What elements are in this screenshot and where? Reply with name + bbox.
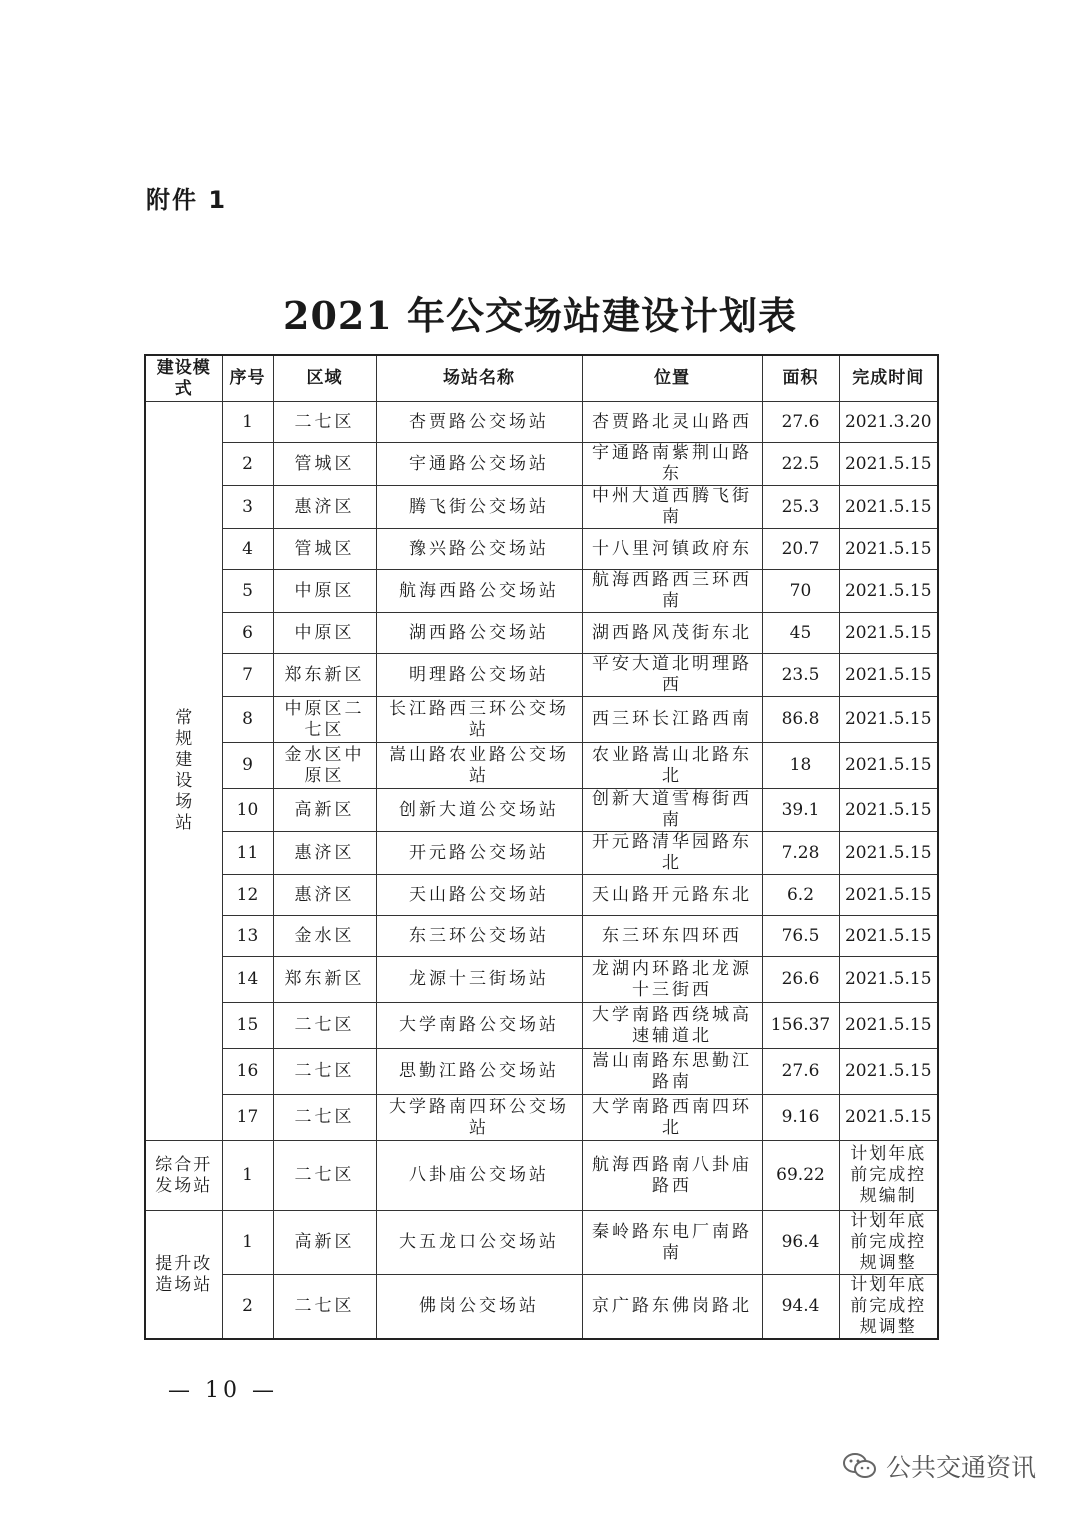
table-row (145, 916, 938, 957)
district-cell: 中原区二七区 (273, 697, 376, 743)
location-cell: 西三环长江路西南 (582, 697, 762, 743)
completion-time-cell: 计划年底前完成控规调整 (839, 1275, 938, 1340)
construction-mode-label: 提升改造场站 (155, 1253, 213, 1295)
district-cell: 二七区 (273, 1275, 376, 1340)
station-name-cell: 湖西路公交场站 (376, 613, 582, 654)
column-header: 完成时间 (839, 355, 938, 402)
area-cell: 27.6 (762, 1049, 839, 1095)
completion-time-cell: 2021.5.15 (839, 832, 938, 875)
district-cell: 中原区 (273, 570, 376, 613)
completion-time-cell: 2021.5.15 (839, 743, 938, 789)
district-cell: 郑东新区 (273, 654, 376, 697)
location-cell: 十八里河镇政府东 (582, 529, 762, 570)
table-row (145, 875, 938, 916)
location-cell: 龙湖内环路北龙源十三街西 (582, 957, 762, 1003)
area-cell: 156.37 (762, 1003, 839, 1049)
page-number: — 10 — (168, 1378, 278, 1403)
sequence-cell: 17 (222, 1095, 273, 1141)
table-row (145, 529, 938, 570)
completion-time-cell: 计划年底前完成控规调整 (839, 1211, 938, 1275)
column-header: 面积 (762, 355, 839, 402)
page-title: 2021 年公交场站建设计划表 (283, 293, 797, 338)
sequence-cell: 1 (222, 1141, 273, 1211)
sequence-cell: 3 (222, 486, 273, 529)
location-cell: 杏贾路北灵山路西 (582, 402, 762, 443)
area-cell: 23.5 (762, 654, 839, 697)
location-cell: 嵩山南路东思勤江路南 (582, 1049, 762, 1095)
completion-time-cell: 2021.5.15 (839, 1003, 938, 1049)
sequence-cell: 6 (222, 613, 273, 654)
sequence-cell: 15 (222, 1003, 273, 1049)
table-row (145, 402, 938, 443)
table-row (145, 1003, 938, 1049)
district-cell: 惠济区 (273, 875, 376, 916)
area-cell: 18 (762, 743, 839, 789)
district-cell: 惠济区 (273, 832, 376, 875)
location-cell: 平安大道北明理路西 (582, 654, 762, 697)
area-cell: 9.16 (762, 1095, 839, 1141)
district-cell: 中原区 (273, 613, 376, 654)
station-name-cell: 龙源十三街场站 (376, 957, 582, 1003)
station-name-cell: 豫兴路公交场站 (376, 529, 582, 570)
area-cell: 27.6 (762, 402, 839, 443)
district-cell: 高新区 (273, 1211, 376, 1275)
location-cell: 东三环东四环西 (582, 916, 762, 957)
location-cell: 开元路清华园路东北 (582, 832, 762, 875)
table-row (145, 613, 938, 654)
location-cell: 创新大道雪梅街西南 (582, 789, 762, 832)
district-cell: 二七区 (273, 1141, 376, 1211)
watermark-text: 公共交通资讯 (886, 1453, 1037, 1482)
table-header-row (145, 355, 938, 402)
sequence-cell: 10 (222, 789, 273, 832)
table-row (145, 443, 938, 486)
sequence-cell: 8 (222, 697, 273, 743)
completion-time-cell: 2021.5.15 (839, 789, 938, 832)
location-cell: 农业路嵩山北路东北 (582, 743, 762, 789)
sequence-cell: 1 (222, 1211, 273, 1275)
station-name-cell: 创新大道公交场站 (376, 789, 582, 832)
table-row (145, 697, 938, 743)
area-cell: 22.5 (762, 443, 839, 486)
column-header: 序号 (222, 355, 273, 402)
completion-time-cell: 2021.5.15 (839, 1095, 938, 1141)
column-header: 区域 (273, 355, 376, 402)
district-cell: 郑东新区 (273, 957, 376, 1003)
completion-time-cell: 2021.5.15 (839, 613, 938, 654)
area-cell: 20.7 (762, 529, 839, 570)
completion-time-cell: 2021.5.15 (839, 529, 938, 570)
area-cell: 76.5 (762, 916, 839, 957)
sequence-cell: 9 (222, 743, 273, 789)
completion-time-cell: 2021.5.15 (839, 654, 938, 697)
column-header: 建设模式 (145, 355, 222, 402)
station-name-cell: 大学路南四环公交场站 (376, 1095, 582, 1141)
table-row (145, 654, 938, 697)
location-cell: 航海西路南八卦庙路西 (582, 1141, 762, 1211)
station-name-cell: 航海西路公交场站 (376, 570, 582, 613)
sequence-cell: 4 (222, 529, 273, 570)
construction-plan-table (144, 354, 939, 1340)
sequence-cell: 13 (222, 916, 273, 957)
sequence-cell: 12 (222, 875, 273, 916)
location-cell: 京广路东佛岗路北 (582, 1275, 762, 1340)
station-name-cell: 大学南路公交场站 (376, 1003, 582, 1049)
location-cell: 宇通路南紫荆山路东 (582, 443, 762, 486)
sequence-cell: 5 (222, 570, 273, 613)
completion-time-cell: 2021.5.15 (839, 875, 938, 916)
area-cell: 96.4 (762, 1211, 839, 1275)
completion-time-cell: 2021.5.15 (839, 443, 938, 486)
column-header: 场站名称 (376, 355, 582, 402)
table-row (145, 832, 938, 875)
area-cell: 6.2 (762, 875, 839, 916)
district-cell: 惠济区 (273, 486, 376, 529)
district-cell: 高新区 (273, 789, 376, 832)
station-name-cell: 长江路西三环公交场站 (376, 697, 582, 743)
table-row (145, 570, 938, 613)
station-name-cell: 宇通路公交场站 (376, 443, 582, 486)
attachment-label: 附件 1 (146, 186, 228, 214)
station-name-cell: 嵩山路农业路公交场站 (376, 743, 582, 789)
district-cell: 金水区中原区 (273, 743, 376, 789)
completion-time-cell: 2021.5.15 (839, 570, 938, 613)
table-row (145, 1275, 938, 1340)
completion-time-cell: 计划年底前完成控规编制 (839, 1141, 938, 1211)
completion-time-cell: 2021.5.15 (839, 916, 938, 957)
table-row (145, 743, 938, 789)
station-name-cell: 大五龙口公交场站 (376, 1211, 582, 1275)
location-cell: 中州大道西腾飞街南 (582, 486, 762, 529)
station-name-cell: 腾飞街公交场站 (376, 486, 582, 529)
station-name-cell: 佛岗公交场站 (376, 1275, 582, 1340)
watermark (842, 1448, 1036, 1484)
station-name-cell: 开元路公交场站 (376, 832, 582, 875)
sequence-cell: 11 (222, 832, 273, 875)
sequence-cell: 2 (222, 443, 273, 486)
district-cell: 金水区 (273, 916, 376, 957)
construction-mode-cell (145, 402, 222, 1141)
district-cell: 二七区 (273, 1003, 376, 1049)
sequence-cell: 14 (222, 957, 273, 1003)
completion-time-cell: 2021.5.15 (839, 697, 938, 743)
sequence-cell: 1 (222, 402, 273, 443)
area-cell: 7.28 (762, 832, 839, 875)
station-name-cell: 八卦庙公交场站 (376, 1141, 582, 1211)
district-cell: 管城区 (273, 529, 376, 570)
location-cell: 湖西路风茂街东北 (582, 613, 762, 654)
district-cell: 二七区 (273, 1049, 376, 1095)
table-row (145, 1095, 938, 1141)
completion-time-cell: 2021.3.20 (839, 402, 938, 443)
sequence-cell: 2 (222, 1275, 273, 1340)
table-row (145, 1211, 938, 1275)
location-cell: 秦岭路东电厂南路南 (582, 1211, 762, 1275)
area-cell: 70 (762, 570, 839, 613)
table-row (145, 789, 938, 832)
location-cell: 天山路开元路东北 (582, 875, 762, 916)
table-row (145, 486, 938, 529)
station-name-cell: 杏贾路公交场站 (376, 402, 582, 443)
location-cell: 大学南路西南四环北 (582, 1095, 762, 1141)
area-cell: 86.8 (762, 697, 839, 743)
construction-mode-cell (145, 1141, 222, 1211)
location-cell: 大学南路西绕城高速辅道北 (582, 1003, 762, 1049)
station-name-cell: 思勤江路公交场站 (376, 1049, 582, 1095)
location-cell: 航海西路西三环西南 (582, 570, 762, 613)
column-header: 位置 (582, 355, 762, 402)
construction-mode-label: 常规建设场站 (175, 708, 196, 833)
table-row (145, 957, 938, 1003)
area-cell: 39.1 (762, 789, 839, 832)
construction-mode-label: 综合开发场站 (155, 1154, 213, 1196)
district-cell: 二七区 (273, 402, 376, 443)
district-cell: 二七区 (273, 1095, 376, 1141)
area-cell: 45 (762, 613, 839, 654)
area-cell: 69.22 (762, 1141, 839, 1211)
completion-time-cell: 2021.5.15 (839, 1049, 938, 1095)
sequence-cell: 7 (222, 654, 273, 697)
table-body (145, 402, 938, 1340)
completion-time-cell: 2021.5.15 (839, 957, 938, 1003)
area-cell: 94.4 (762, 1275, 839, 1340)
station-name-cell: 东三环公交场站 (376, 916, 582, 957)
district-cell: 管城区 (273, 443, 376, 486)
area-cell: 25.3 (762, 486, 839, 529)
table-row (145, 1049, 938, 1095)
area-cell: 26.6 (762, 957, 839, 1003)
construction-mode-cell (145, 1211, 222, 1340)
sequence-cell: 16 (222, 1049, 273, 1095)
chat-bubbles-icon (842, 1451, 878, 1481)
station-name-cell: 天山路公交场站 (376, 875, 582, 916)
table-row (145, 1141, 938, 1211)
completion-time-cell: 2021.5.15 (839, 486, 938, 529)
station-name-cell: 明理路公交场站 (376, 654, 582, 697)
